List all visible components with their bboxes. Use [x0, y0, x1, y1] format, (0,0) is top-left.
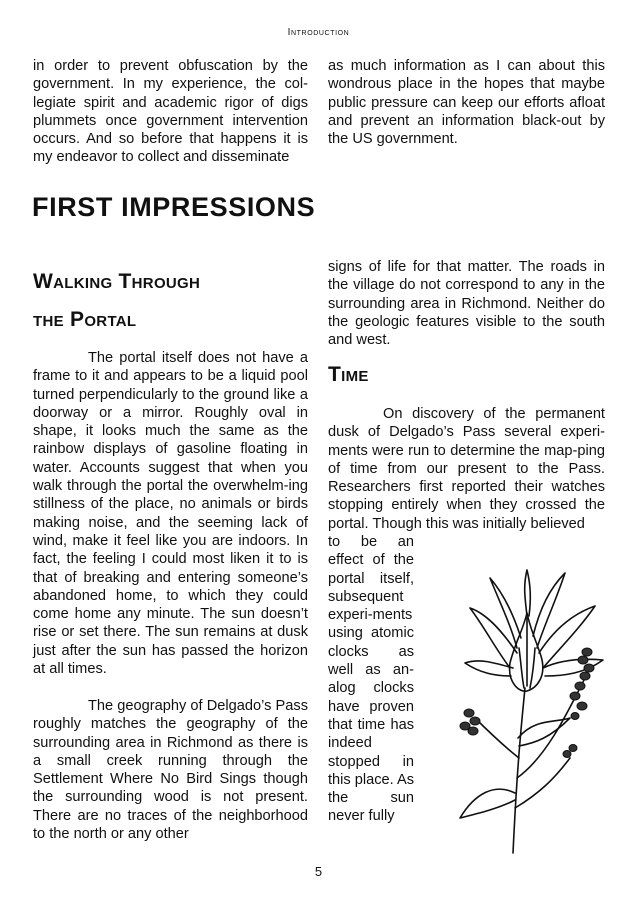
running-head: Introduction — [287, 27, 350, 38]
section-heading-walking-line2: the Portal — [33, 308, 137, 331]
flower-petal-4 — [533, 573, 565, 648]
time-paragraph-1: On discovery of the permanent dusk of Delgado’s Pass several experi-ments were run to determine the map-ping of time from our present to the Pass. Researchers first reported their watches stopping entirely when they crossed the portal. Though this was initially believed — [328, 406, 605, 532]
walking-paragraph-1: The portal itself does not have a frame to it and appears to be a liquid pool turned perpendicularly to the ground like a doorway or a mirror. Roughly oval in shape, it looks much the same as the rainbow displays of gasoline floating in water. Accounts suggest that when you walk through the portal the overwhelm-ing stillness of the place, no animals or birds making noise, and the seeming lack of wind, make it feel like you are indoors. In fact, the feeling I could most liken it to is that of breaking and entering someone’s abandoned home, to which they could come home any minute. The sun doesn’t rise or set there. The sun remains at dusk just after the sun has passed the horizon at all times. — [33, 350, 308, 678]
flower-stem-branch-left — [475, 718, 519, 758]
flower-petal-1 — [470, 608, 517, 668]
walking-paragraph-2: The geography of Delgado’s Pass roughly matches the geography of the surrounding area in Richmond as there is a small creek running through the Settlement Where No Bird Sings though the surrounding wood is not present. There are no traces of the neighborhood to the north or any other — [33, 698, 308, 843]
chapter-title: FIRST IMPRESSIONS — [32, 192, 316, 222]
page-number: 5 — [314, 864, 323, 879]
section-heading-walking-line1: Walking Through — [33, 270, 201, 293]
section-heading-time: Time — [328, 363, 369, 386]
intro-paragraph-left: in order to prevent obfuscation by the government. In my experience, the col-legiate spirit and academic rigor of digs plummets once government intervention occurs. And so before that happens it is my endeavor to collect and disseminate — [33, 58, 308, 166]
intro-paragraph-right: as much information as I can about this wondrous place in the hopes that maybe public pressure can keep our efforts afloat and prevent an information black-out by the US government. — [328, 58, 605, 148]
time-paragraph-1-narrow: to be an effect of the portal itself, subsequent experi-ments using atomic clocks as well as an-alog clocks have proven that time has indeed stopped in this place. As the sun never fully — [328, 534, 414, 825]
section-heading-walking — [33, 263, 200, 339]
walking-paragraph-2-continued: signs of life for that matter. The roads in the village do not correspond to any in the surrounding area in Richmond. Neither do the geologic features visible to the south and west. — [328, 259, 605, 349]
flower-bulb — [510, 613, 543, 691]
leaf-left — [460, 789, 515, 818]
flower-illustration — [455, 568, 615, 858]
flower-petal-5 — [525, 570, 531, 616]
flower-stem — [513, 688, 525, 853]
flower-stem-branch-right-2 — [515, 758, 570, 808]
